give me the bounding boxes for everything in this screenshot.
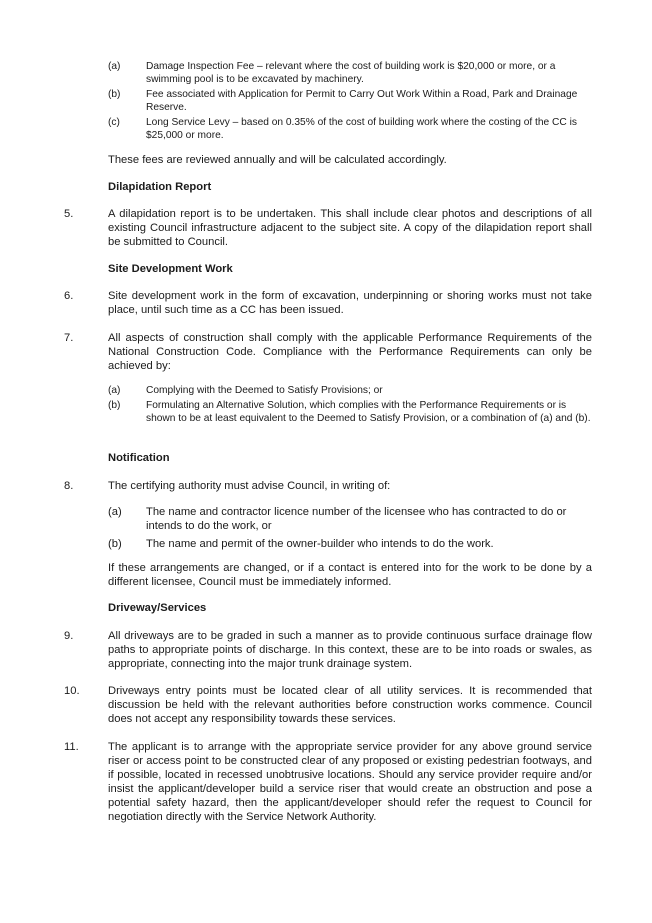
fee-item-text: Damage Inspection Fee – relevant where the cost of building work is $20,000 or more, or a swimming pool is to be excavated by machinery.	[146, 61, 556, 85]
fee-item-text: Long Service Levy – based on 0.35% of the cost of building work where the costing of the CC is $25,000 or more.	[146, 117, 577, 141]
condition-number: 5.	[64, 208, 74, 220]
compliance-item	[108, 399, 592, 425]
fee-item-text: Fee associated with Application for Permit to Carry Out Work Within a Road, Park and Drainage Reserve.	[146, 89, 578, 113]
condition-number: 9.	[64, 630, 74, 642]
condition-item-7	[64, 331, 592, 373]
condition-item-6	[64, 289, 592, 317]
notification-item-marker: (b)	[108, 538, 122, 550]
notification-item	[108, 537, 592, 551]
section-heading-driveway: Driveway/Services	[108, 602, 207, 614]
notification-item	[108, 505, 592, 533]
fee-list	[108, 60, 592, 144]
compliance-item	[108, 384, 592, 397]
fee-item	[108, 88, 592, 114]
section-heading-site-development: Site Development Work	[108, 263, 233, 275]
section-heading-dilapidation: Dilapidation Report	[108, 181, 212, 193]
condition-number: 6.	[64, 290, 74, 302]
fee-item-marker: (a)	[108, 61, 121, 72]
compliance-item-text: Complying with the Deemed to Satisfy Provisions; or	[146, 385, 383, 396]
condition-text: Site development work in the form of excavation, underpinning or shoring works must not take place, until such time as a CC has been issued.	[108, 290, 592, 316]
condition-number: 8.	[64, 480, 74, 492]
fee-item	[108, 116, 592, 142]
section-heading-notification: Notification	[108, 452, 170, 464]
compliance-item-text: Formulating an Alternative Solution, which complies with the Performance Requirements or is shown to be at least equivalent to the Deemed to Satisfy Provision, or a combination of (a) and (b).	[146, 400, 591, 424]
compliance-list	[108, 384, 592, 427]
fee-item	[108, 60, 592, 86]
fee-item-marker: (b)	[108, 89, 121, 100]
condition-text: A dilapidation report is to be undertaken. This shall include clear photos and descriptions of all existing Council infrastructure adjacent to the subject site. A copy of the dilapidation report shall be submitted to Council.	[108, 208, 592, 248]
notification-item-marker: (a)	[108, 506, 122, 518]
condition-text: All aspects of construction shall comply with the applicable Performance Requirements of the National Construction Code. Compliance with the Performance Requirements can only be achieved by:	[108, 332, 592, 372]
compliance-item-marker: (a)	[108, 385, 121, 396]
condition-text: All driveways are to be graded in such a manner as to provide continuous surface drainage flow paths to appropriate points of discharge. In this context, these are to be into roads or swales, as appropriate, connecting into the major trunk drainage system.	[108, 630, 592, 670]
notification-item-text: The name and permit of the owner-builder who intends to do the work.	[146, 538, 494, 550]
condition-number: 7.	[64, 332, 74, 344]
condition-text: Driveways entry points must be located clear of all utility services. It is recommended that discussion be held with the relevant authorities before construction works commence. Council does not accept any responsibility towards these services.	[108, 685, 592, 725]
condition-item-11	[64, 740, 592, 824]
condition-item-8	[64, 479, 592, 493]
notification-list	[108, 505, 592, 555]
condition-text: The applicant is to arrange with the appropriate service provider for any above ground service riser or access point to be constructed clear of any proposed or existing pedestrian footways, and if possible, located in recessed unobtrusive locations. Should any service provider require and/or insist the applicant/developer build a service riser that would create an obstruction and pose a potential safety hazard, then the applicant/developer should refer the request to Council for negotiation directly with the Service Network Authority.	[108, 741, 592, 823]
condition-number: 10.	[64, 685, 80, 697]
condition-item-10	[64, 684, 592, 726]
condition-item-9	[64, 629, 592, 671]
condition-text: The certifying authority must advise Council, in writing of:	[108, 480, 391, 492]
compliance-item-marker: (b)	[108, 400, 121, 411]
fees-note: These fees are reviewed annually and will be calculated accordingly.	[108, 154, 447, 166]
condition-number: 11.	[64, 741, 79, 753]
fee-item-marker: (c)	[108, 117, 120, 128]
notification-note: If these arrangements are changed, or if a contact is entered into for the work to be done by a different licensee, Council must be immediately informed.	[108, 562, 592, 588]
condition-item-5	[64, 207, 592, 249]
notification-item-text: The name and contractor licence number of the licensee who has contracted to do or intends to do the work, or	[146, 506, 567, 532]
